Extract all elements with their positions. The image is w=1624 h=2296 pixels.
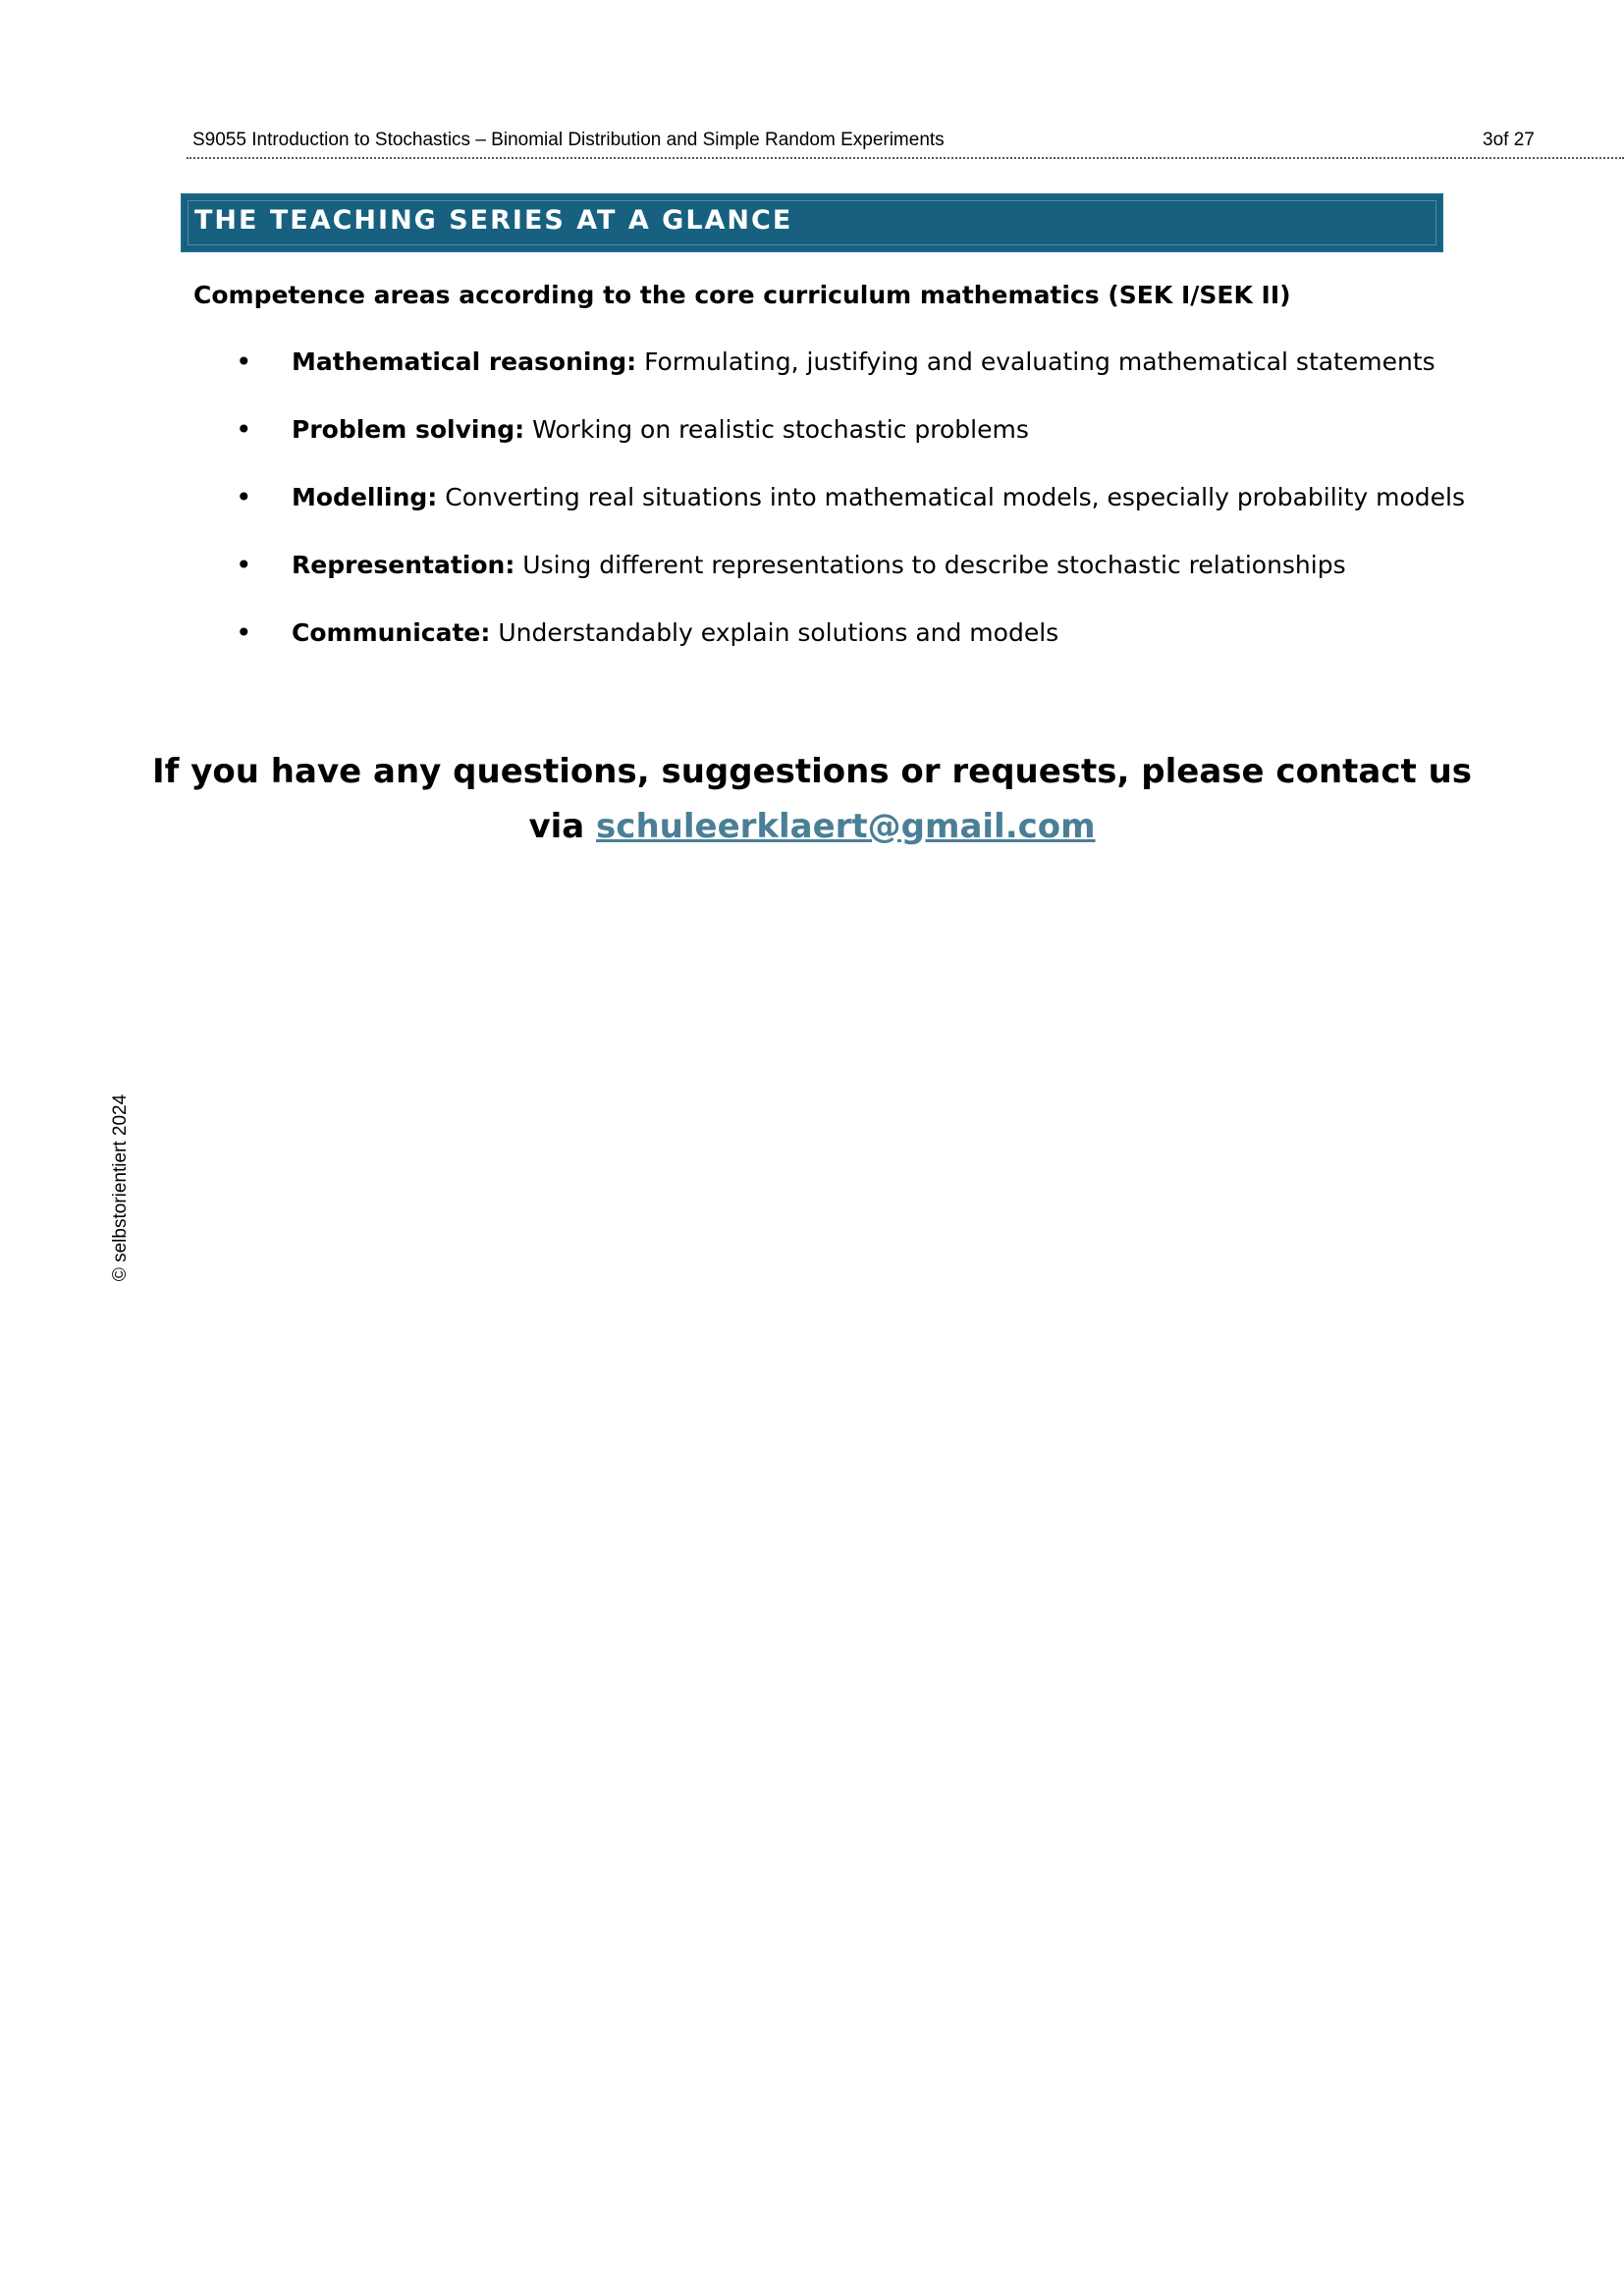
- list-item-communicate: [236, 616, 1465, 684]
- item-term: Modelling:: [292, 483, 438, 511]
- contact-prefix: via: [528, 807, 597, 846]
- item-term: Communicate:: [292, 618, 491, 647]
- item-text: Using different representations to describe stochastic relationships: [514, 551, 1346, 579]
- list-item-problem-solving: [236, 413, 1465, 481]
- list-item-mathematical-reasoning: [236, 346, 1465, 413]
- document-title: S9055 Introduction to Stochastics – Binomial Distribution and Simple Random Experiments: [192, 130, 945, 150]
- bullet-icon: •: [236, 549, 252, 581]
- item-text: Converting real situations into mathematical models, especially probability models: [437, 483, 1466, 511]
- copyright-notice: © selbstorientiert 2024: [110, 1094, 131, 1282]
- list-item-modelling: [236, 481, 1465, 549]
- bullet-icon: •: [236, 413, 252, 446]
- contact-line-2: [137, 799, 1487, 854]
- contact-block: [137, 744, 1487, 854]
- list-item-representation: [236, 549, 1465, 616]
- competence-heading: Competence areas according to the core curriculum mathematics (SEK I/SEK II): [193, 281, 1291, 309]
- item-term: Representation:: [292, 551, 515, 579]
- section-title: THE TEACHING SERIES AT A GLANCE: [194, 205, 793, 236]
- item-term: Problem solving:: [292, 415, 525, 444]
- contact-message: If you have any questions, suggestions or requests, please contact us: [151, 752, 1473, 791]
- contact-email-link[interactable]: schuleerklaert@gmail.com: [596, 807, 1096, 846]
- page-header: [187, 126, 1624, 159]
- section-banner: [181, 193, 1443, 252]
- bullet-icon: •: [236, 481, 252, 513]
- item-term: Mathematical reasoning:: [292, 347, 637, 376]
- item-text: Understandably explain solutions and models: [490, 618, 1059, 647]
- competence-list: [236, 346, 1465, 684]
- bullet-icon: •: [236, 616, 252, 649]
- bullet-icon: •: [236, 346, 252, 378]
- page-number: 3of 27: [1483, 130, 1535, 150]
- item-text: Formulating, justifying and evaluating mathematical statements: [636, 347, 1435, 376]
- item-text: Working on realistic stochastic problems: [524, 415, 1029, 444]
